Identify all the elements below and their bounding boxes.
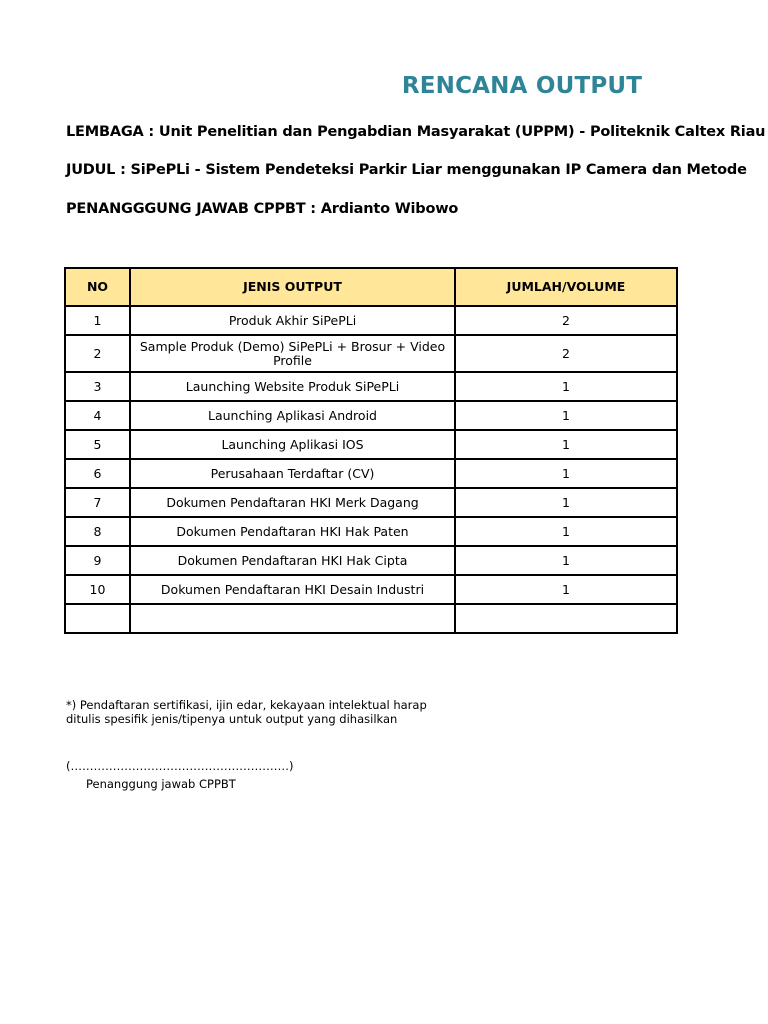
cell-jenis: Launching Aplikasi Android [130, 401, 455, 430]
table-row [65, 306, 677, 335]
judul-line: JUDUL : SiPePLi - Sistem Pendeteksi Parkir Liar menggunakan IP Camera dan Metode [66, 162, 747, 178]
table-row [65, 459, 677, 488]
table-row [65, 546, 677, 575]
cell-jumlah: 1 [455, 517, 677, 546]
cell-jumlah: 2 [455, 306, 677, 335]
table-row [65, 488, 677, 517]
cell-no: 8 [65, 517, 130, 546]
cell-jenis-empty [130, 604, 455, 633]
cell-jumlah-empty [455, 604, 677, 633]
table-row [65, 372, 677, 401]
cell-no-empty [65, 604, 130, 633]
header-no: NO [65, 268, 130, 306]
table-row [65, 575, 677, 604]
penanggung-jawab-line: PENANGGGUNG JAWAB CPPBT : Ardianto Wibowo [66, 201, 459, 217]
lembaga-line: LEMBAGA : Unit Penelitian dan Pengabdian Masyarakat (UPPM) - Politeknik Caltex Riau [66, 124, 766, 140]
cell-jenis: Dokumen Pendaftaran HKI Desain Industri [130, 575, 455, 604]
cell-jumlah: 1 [455, 372, 677, 401]
signature-label: Penanggung jawab CPPBT [86, 777, 236, 791]
table-row [65, 517, 677, 546]
table-row [65, 335, 677, 372]
cell-no: 2 [65, 335, 130, 372]
table-row-empty [65, 604, 677, 633]
cell-jenis: Dokumen Pendaftaran HKI Hak Cipta [130, 546, 455, 575]
cell-jenis: Launching Website Produk SiPePLi [130, 372, 455, 401]
table-row [65, 430, 677, 459]
cell-jumlah: 1 [455, 401, 677, 430]
table-header-row [65, 268, 677, 306]
cell-jumlah: 1 [455, 430, 677, 459]
cell-no: 3 [65, 372, 130, 401]
cell-jenis: Dokumen Pendaftaran HKI Hak Paten [130, 517, 455, 546]
footnote: *) Pendaftaran sertifikasi, ijin edar, kekayaan intelektual harap ditulis spesifik jenis/tipenya untuk output yang dihasilkan [66, 698, 427, 726]
signature-line: (…………………………………………………) [66, 759, 294, 773]
cell-no: 7 [65, 488, 130, 517]
header-jumlah-volume: JUMLAH/VOLUME [455, 268, 677, 306]
cell-jenis: Dokumen Pendaftaran HKI Merk Dagang [130, 488, 455, 517]
table-row [65, 401, 677, 430]
cell-no: 9 [65, 546, 130, 575]
cell-no: 4 [65, 401, 130, 430]
cell-jumlah: 1 [455, 546, 677, 575]
cell-jenis: Perusahaan Terdaftar (CV) [130, 459, 455, 488]
cell-no: 5 [65, 430, 130, 459]
cell-jumlah: 1 [455, 575, 677, 604]
cell-jenis: Sample Produk (Demo) SiPePLi + Brosur + Video Profile [130, 335, 455, 372]
header-jenis-output: JENIS OUTPUT [130, 268, 455, 306]
cell-no: 6 [65, 459, 130, 488]
cell-no: 1 [65, 306, 130, 335]
cell-jenis: Launching Aplikasi IOS [130, 430, 455, 459]
output-table [64, 267, 678, 634]
cell-jumlah: 1 [455, 488, 677, 517]
cell-no: 10 [65, 575, 130, 604]
page-title: RENCANA OUTPUT [401, 73, 643, 99]
cell-jumlah: 2 [455, 335, 677, 372]
cell-jenis: Produk Akhir SiPePLi [130, 306, 455, 335]
cell-jumlah: 1 [455, 459, 677, 488]
